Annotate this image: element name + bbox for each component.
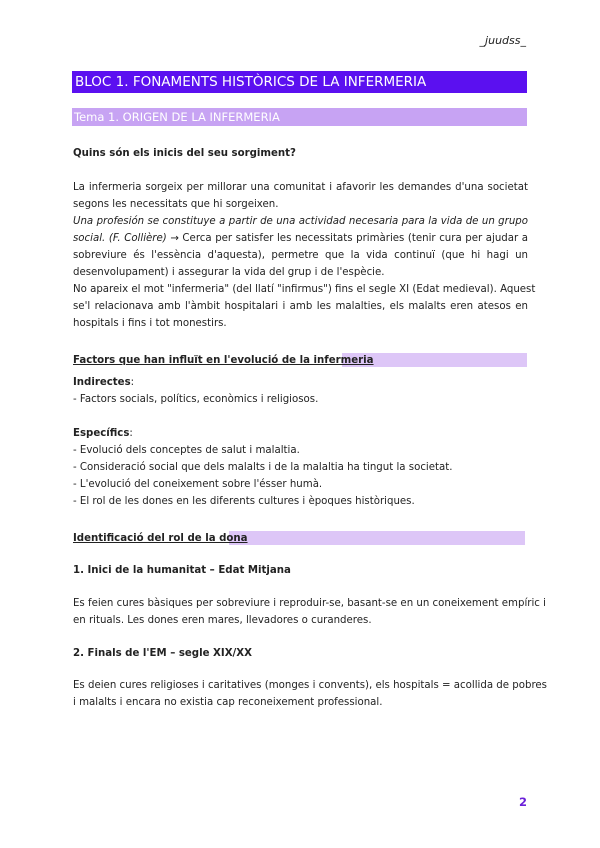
indirectes-item: - Factors socials, polítics, econòmics i religiosos.: [73, 394, 319, 405]
intro-author: (F. Collière): [108, 233, 167, 244]
rol-s1-line2: en rituals. Les dones eren mares, llevadores o curanderes.: [73, 615, 372, 626]
rol-heading: Identificació del rol de la dona: [73, 533, 248, 544]
bloc-title: BLOC 1. FONAMENTS HISTÒRICS DE LA INFERMERIA: [72, 71, 527, 93]
question-heading: Quins són els inicis del seu sorgiment?: [73, 148, 296, 159]
factors-heading: Factors que han influït en l'evolució de la infermeria: [73, 355, 374, 366]
intro-p3-line1: No apareix el mot "infermeria" (del llatí "infirmus") fins el segle XI (Edat medieval). Aquest: [73, 284, 536, 295]
rol-s2-line2: i malalts i encara no existia cap reconeixement professional.: [73, 697, 383, 708]
intro-quote: Una profesión se constituye a partir de una actividad necesaria para la vida de un grupo: [73, 216, 528, 227]
especifics-label: Específics: [73, 428, 130, 439]
especifics-item: - L'evolució del coneixement sobre l'ésser humà.: [73, 479, 323, 490]
rol-s1-title: 1. Inici de la humanitat – Edat Mitjana: [73, 565, 291, 576]
rol-highlight: [229, 531, 525, 545]
rol-s1-text: [73, 595, 546, 629]
intro-p2-line4: desenvolupament) i assegurar la vida del grup i de l'espècie.: [73, 267, 385, 278]
especifics-item: - Evolució dels conceptes de salut i malaltia.: [73, 445, 300, 456]
intro-p1-line2: segons les necessitats que hi sorgeixen.: [73, 199, 279, 210]
tema-title: Tema 1. ORIGEN DE LA INFERMERIA: [72, 108, 527, 126]
intro-section: [73, 179, 536, 332]
page-number: 2: [519, 795, 528, 809]
indirectes-label: Indirectes: [73, 377, 131, 388]
especifics-item: - El rol de les dones en les diferents cultures i èpoques històriques.: [73, 496, 415, 507]
rol-s2-text: [73, 677, 547, 711]
intro-p3-line3: hospitals i fins i tot monestirs.: [73, 318, 227, 329]
header-author-tag: _juudss_: [479, 34, 526, 47]
especifics-item: - Consideració social que dels malalts i de la malaltia ha tingut la societat.: [73, 462, 453, 473]
intro-p1-line1: La infermeria sorgeix per millorar una comunitat i afavorir les demandes d'una societat: [73, 182, 528, 193]
intro-p2-line3: sobreviure és l'essència d'aquesta), permetre que la vida continuï (que hi hagi un: [73, 250, 528, 261]
rol-s1-line1: Es feien cures bàsiques per sobreviure i reproduir-se, basant-se en un coneixement empíric i: [73, 598, 546, 609]
rol-s2-title: 2. Finals de l'EM – segle XIX/XX: [73, 648, 252, 659]
intro-p3-line2: se'l relacionava amb l'àmbit hospitalari i amb les malalties, els malalts eren atesos en: [73, 301, 528, 312]
rol-s2-line1: Es deien cures religioses i caritatives (monges i convents), els hospitals = acollida de pobres: [73, 680, 547, 691]
intro-p2-line2: [73, 230, 528, 247]
intro-quote-end: social.: [73, 233, 106, 244]
factors-section: Indirectes: - Factors socials, polítics, econòmics i religiosos. Específics: - Evolució dels conceptes de salut i malaltia. - Consideració social que dels malalts i de la malaltia ha tingut la societat. - L'evolució del coneixement sobre l'ésser humà. - El rol de les dones en les diferents cultures i èpoques històriques.: [73, 374, 528, 510]
intro-p2-rest: → Cerca per satisfer les necessitats primàries (tenir cura per ajudar a: [170, 233, 528, 244]
